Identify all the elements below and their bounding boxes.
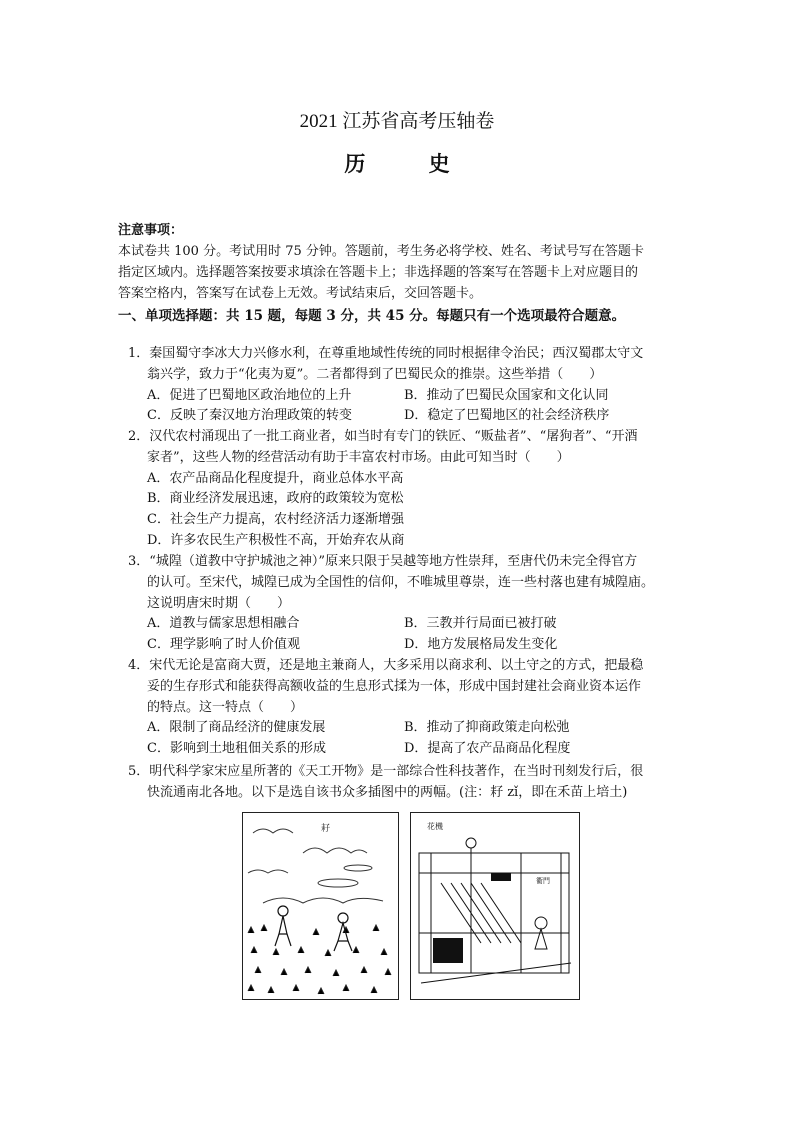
option-c[interactable]: C．理学影响了时人价值观 (147, 637, 300, 653)
question-stem: 3．“城隍（道教中守护城池之神）”原来只限于吴越等地方性崇拜，至唐代仍未完全得官方 (128, 554, 638, 569)
option-a[interactable]: A．农产品商品化程度提升，商业总体水平高 (147, 470, 404, 486)
question-stem: 4．宋代无论是富商大贾，还是地主兼商人，大多采用以商求利、以土守之的方式，把最稳 (128, 658, 644, 673)
right-label: 衢門 (536, 877, 550, 885)
option-d[interactable]: D．地方发展格局发生变化 (404, 637, 558, 653)
loom-scene-image (411, 813, 579, 999)
question-stem: 1．秦国蜀守李冰大力兴修水利，在尊重地域性传统的同时根据律令治民；西汉蜀郡太守文 (128, 346, 644, 361)
option-b[interactable]: B．推动了抑商政策走向松弛 (404, 720, 570, 736)
farming-illustration (242, 812, 399, 1000)
question-1 (128, 344, 688, 427)
option-c[interactable]: C．反映了秦汉地方治理政策的转变 (147, 408, 352, 424)
question-4 (128, 656, 688, 760)
option-a[interactable]: A．道教与儒家思想相融合 (147, 616, 300, 632)
right-caption: 花機 (427, 822, 443, 831)
option-b[interactable]: B．商业经济发展迅速，政府的政策较为宽松 (147, 491, 404, 507)
notice-heading: 注意事项： (118, 223, 184, 238)
option-c[interactable]: C．影响到土地租佃关系的形成 (147, 741, 326, 757)
option-a[interactable]: A．限制了商品经济的健康发展 (147, 720, 326, 736)
illustrations (242, 812, 582, 998)
option-d[interactable]: D．稳定了巴蜀地区的社会经济秩序 (404, 408, 610, 424)
notice-line: 答案空格内，答案写在试卷上无效。考试结束后，交回答题卡。 (118, 286, 483, 301)
notice-line: 指定区域内。选择题答案按要求填涂在答题卡上；非选择题的答案写在答题卡上对应题目的 (118, 265, 639, 280)
question-3 (128, 552, 688, 656)
option-c[interactable]: C．社会生产力提高，农村经济活力逐渐增强 (147, 512, 404, 528)
question-stem-cont: 家者”，这些人物的经营活动有助于丰富农村市场。由此可知当时（ ） (147, 449, 570, 465)
question-stem-cont: 妥的生存形式和能获得高额收益的生息形式揉为一体，形成中国封建社会商业资本运作 (147, 678, 642, 694)
question-stem-cont: 翁兴学，致力于“化夷为夏”。二者都得到了巴蜀民众的推崇。这些举措（ ） (147, 366, 603, 382)
option-b[interactable]: B．推动了巴蜀民众国家和文化认同 (404, 387, 609, 403)
notice-line: 本试卷共 100 分。考试用时 75 分钟。答题前，考生务必将学校、姓名、考试号写在答题卡 (118, 244, 644, 259)
left-caption: 耔 (321, 824, 331, 834)
question-stem: 5．明代科学家宋应星所著的《天工开物》是一部综合性科技著作，在当时刊刻发行后，很 (128, 764, 644, 779)
question-stem: 2．汉代农村涌现出了一批工商业者，如当时有专门的铁匠、“贩盐者”、“屠狗者”、“开酒 (128, 429, 638, 444)
question-5 (128, 762, 688, 804)
notice-body (118, 241, 688, 304)
option-b[interactable]: B．三教并行局面已被打破 (404, 616, 557, 632)
question-stem-cont: 快流通南北各地。以下是选自该书众多插图中的两幅。(注：耔 zǐ，即在禾苗上培土) (147, 784, 628, 800)
option-a[interactable]: A．促进了巴蜀地区政治地位的上升 (147, 387, 352, 403)
option-d[interactable]: D．提高了农产品商品化程度 (404, 741, 571, 757)
question-stem-cont: 这说明唐宋时期（ ） (147, 595, 291, 611)
question-2 (128, 427, 688, 552)
section-heading: 一、单项选择题：共 15 题，每题 3 分，共 45 分。每题只有一个选项最符合题意。 (118, 308, 626, 324)
loom-illustration (410, 812, 580, 1000)
exam-title: 2021 江苏省高考压轴卷 (299, 111, 495, 132)
option-d[interactable]: D．许多农民生产积极性不高，开始弃农从商 (147, 532, 405, 548)
question-stem-cont: 的认可。至宋代，城隍已成为全国性的信仰，不唯城里尊崇，连一些村落也建有城隍庙。 (147, 574, 655, 590)
subject-title: 历 史 (344, 151, 478, 176)
farming-scene-image (243, 813, 398, 999)
question-stem-cont: 的特点。这一特点（ ） (147, 699, 304, 715)
